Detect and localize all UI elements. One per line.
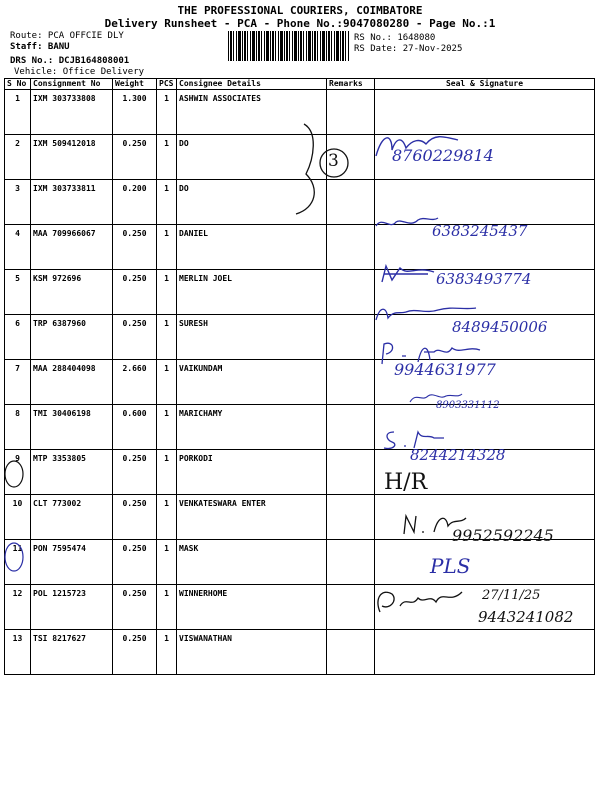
row-pcs: 1 [157, 630, 177, 675]
phone-2: 8760229814 [392, 146, 494, 165]
row-consignee: VISWANATHAN [177, 630, 327, 675]
row-weight: 0.250 [113, 135, 157, 180]
table-row [5, 405, 595, 450]
row-weight: 0.200 [113, 180, 157, 225]
row-remarks [327, 315, 375, 360]
row-consignment-no: TRP 6387960 [31, 315, 113, 360]
row-consignee: DANIEL [177, 225, 327, 270]
row-consignment-no: TSI 8217627 [31, 630, 113, 675]
row-consignee: VENKATESWARA ENTER [177, 495, 327, 540]
row-pcs: 1 [157, 540, 177, 585]
row-sno: 10 [5, 495, 31, 540]
phone-13: 9443241082 [478, 608, 574, 626]
row-consignment-no: IXM 303733808 [31, 90, 113, 135]
row-sno: 2 [5, 135, 31, 180]
phone-7: 9944631977 [394, 360, 496, 379]
row-sno: 7 [5, 360, 31, 405]
row-sno: 9 [5, 450, 31, 495]
row-signature [375, 540, 595, 585]
signature-5 [378, 262, 438, 288]
phone-6: 8489450006 [452, 318, 548, 336]
phone-9: 8244214328 [410, 446, 506, 464]
row-weight: 1.300 [113, 90, 157, 135]
col-signature: Seal & Signature [375, 79, 595, 90]
hr-mark: H/R [384, 470, 428, 495]
col-consignee: Consignee Details [177, 79, 327, 90]
row-weight: 0.250 [113, 540, 157, 585]
row-remarks [327, 360, 375, 405]
row-sno: 4 [5, 225, 31, 270]
row-pcs: 1 [157, 360, 177, 405]
row-sno: 8 [5, 405, 31, 450]
col-weight: Weight [113, 79, 157, 90]
drs-number: DRS No.: DCJB164808001 [10, 56, 130, 66]
row-weight: 0.250 [113, 270, 157, 315]
row-pcs: 1 [157, 405, 177, 450]
row-pcs: 1 [157, 270, 177, 315]
vehicle-label: Vehicle: Office Delivery [14, 67, 145, 77]
row-consignee: WINNERHOME [177, 585, 327, 630]
row-consignee: DO [177, 180, 327, 225]
circled-number: 3 [328, 151, 339, 171]
row-consignee: PORKODI [177, 450, 327, 495]
row-12-circle [2, 540, 26, 574]
row-consignment-no: PON 7595474 [31, 540, 113, 585]
row-sno: 11 [5, 540, 31, 585]
phone-11: 9952592245 [452, 526, 554, 545]
row-weight: 0.600 [113, 405, 157, 450]
rs-number: RS No.: 1648080 [354, 33, 436, 43]
phone-5: 6383493774 [436, 270, 532, 288]
rs-date: RS Date: 27-Nov-2025 [354, 44, 463, 54]
date-13: 27/11/25 [482, 588, 541, 603]
row-weight: 0.250 [113, 315, 157, 360]
row-consignment-no: MAA 709966067 [31, 225, 113, 270]
row-consignment-no: IXM 509412018 [31, 135, 113, 180]
row-remarks [327, 405, 375, 450]
row-consignment-no: MAA 288404098 [31, 360, 113, 405]
row-consignment-no: POL 1215723 [31, 585, 113, 630]
route-label: Route: PCA OFFCIE DLY [10, 31, 124, 41]
row-weight: 0.250 [113, 495, 157, 540]
row-weight: 0.250 [113, 630, 157, 675]
phone-8: 8903331112 [436, 400, 500, 411]
row-pcs: 1 [157, 180, 177, 225]
row-10-circle [2, 458, 26, 490]
row-consignee: MERLIN JOEL [177, 270, 327, 315]
row-pcs: 1 [157, 495, 177, 540]
row-remarks [327, 630, 375, 675]
table-header [5, 79, 595, 90]
row-remarks [327, 270, 375, 315]
row-weight: 0.250 [113, 450, 157, 495]
row-sno: 1 [5, 90, 31, 135]
table-row [5, 630, 595, 675]
row-weight: 0.250 [113, 225, 157, 270]
staff-label: Staff: BANU [10, 42, 70, 52]
row-weight: 2.660 [113, 360, 157, 405]
row-consignment-no: TMI 30406198 [31, 405, 113, 450]
row-consignee: ASHWIN ASSOCIATES [177, 90, 327, 135]
col-pcs: PCS [157, 79, 177, 90]
row-consignment-no: MTP 3353805 [31, 450, 113, 495]
row-sno: 3 [5, 180, 31, 225]
page-subtitle: Delivery Runsheet - PCA - Phone No.:9047080280 - Page No.:1 [104, 17, 496, 30]
row-pcs: 1 [157, 315, 177, 360]
row-consignee: MASK [177, 540, 327, 585]
barcode [228, 31, 350, 61]
pls-mark: PLS [430, 554, 471, 578]
row-consignee: SURESH [177, 315, 327, 360]
signature-13 [372, 582, 472, 618]
row-consignment-no: KSM 972696 [31, 270, 113, 315]
table-row [5, 360, 595, 405]
row-sno: 5 [5, 270, 31, 315]
row-remarks [327, 225, 375, 270]
row-consignment-no: CLT 773002 [31, 495, 113, 540]
row-pcs: 1 [157, 450, 177, 495]
row-sno: 13 [5, 630, 31, 675]
row-pcs: 1 [157, 585, 177, 630]
row-consignment-no: IXM 303733811 [31, 180, 113, 225]
row-signature [375, 630, 595, 675]
row-consignee: DO [177, 135, 327, 180]
row-consignee: MARICHAMY [177, 405, 327, 450]
row-sno: 6 [5, 315, 31, 360]
row-remarks [327, 450, 375, 495]
phone-4: 6383245437 [432, 222, 528, 240]
row-sno: 12 [5, 585, 31, 630]
row-pcs: 1 [157, 90, 177, 135]
row-remarks [327, 585, 375, 630]
row-remarks [327, 540, 375, 585]
row-pcs: 1 [157, 135, 177, 180]
page-title: THE PROFESSIONAL COURIERS, COIMBATORE [177, 4, 423, 17]
col-sno: S No [5, 79, 31, 90]
col-consignment: Consignment No [31, 79, 113, 90]
row-weight: 0.250 [113, 585, 157, 630]
table-row [5, 450, 595, 495]
col-remarks: Remarks [327, 79, 375, 90]
row-pcs: 1 [157, 225, 177, 270]
row-remarks [327, 495, 375, 540]
table-row [5, 540, 595, 585]
row-consignee: VAIKUNDAM [177, 360, 327, 405]
